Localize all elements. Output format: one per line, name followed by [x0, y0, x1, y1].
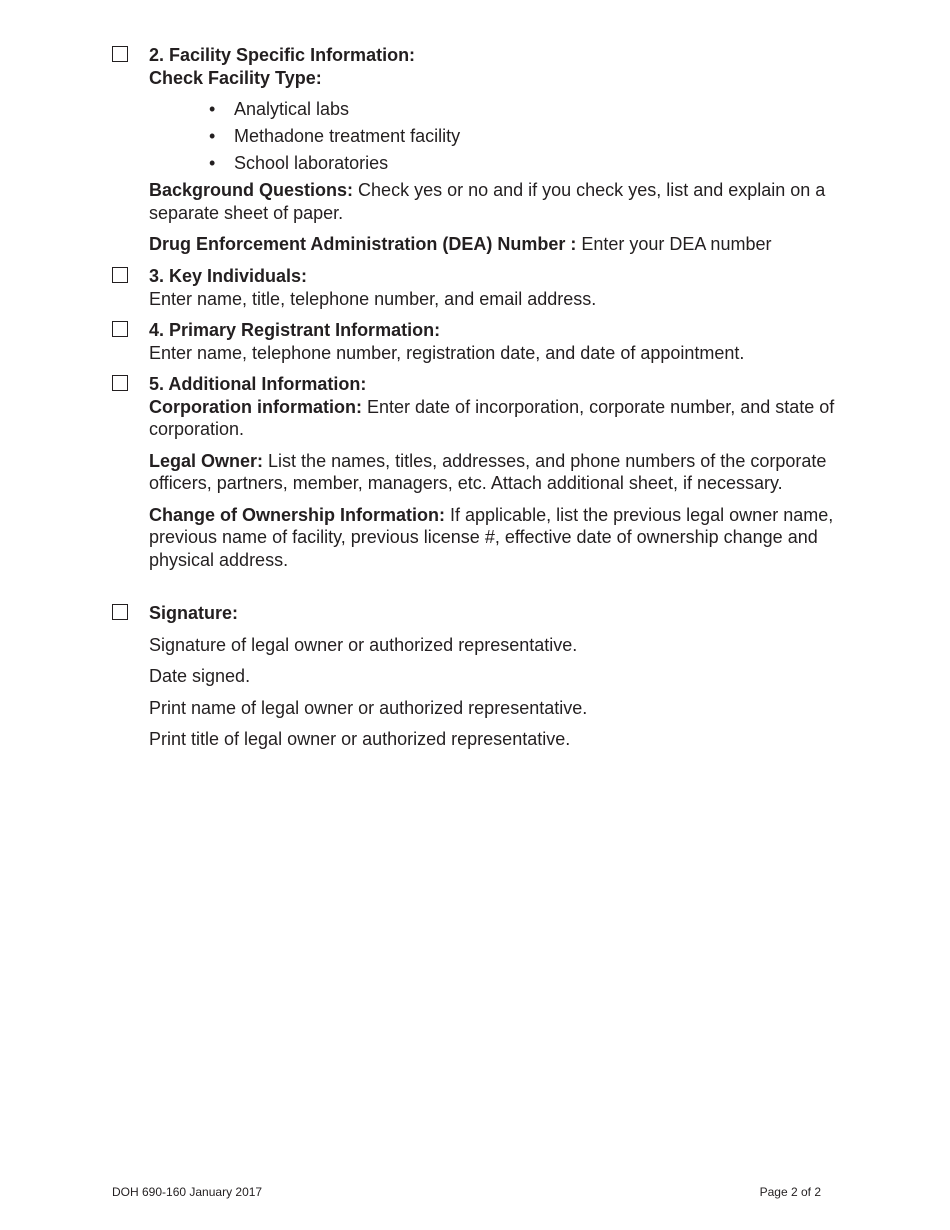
- signature-checkbox[interactable]: [112, 604, 128, 620]
- section-2-subtitle: Check Facility Type:: [149, 67, 322, 88]
- section-5-title: 5. Additional Information:: [149, 374, 367, 394]
- print-title-line: Print title of legal owner or authorized representative.: [149, 729, 571, 749]
- background-questions: Background Questions: Check yes or no and if you check yes, list and explain on a separate sheet of paper.: [149, 180, 826, 223]
- dea-number: Drug Enforcement Administration (DEA) Number : Enter your DEA number: [149, 234, 772, 254]
- section-2-title: 2. Facility Specific Information:: [149, 45, 416, 65]
- list-item: • Methadone treatment facility: [209, 126, 461, 146]
- footer-page-number: Page 2 of 2: [759, 1185, 821, 1199]
- section-4-checkbox[interactable]: [112, 321, 128, 337]
- section-5-checkbox[interactable]: [112, 375, 128, 391]
- section-4-text: Enter name, telephone number, registration date, and date of appointment.: [149, 342, 745, 363]
- list-item: • Analytical labs: [209, 99, 350, 119]
- list-item: • School laboratories: [209, 153, 389, 173]
- section-3-title: 3. Key Individuals:: [149, 266, 308, 286]
- corporation-info: Corporation information: Enter date of incorporation, corporate number, and state of corporation.: [149, 396, 835, 439]
- signature-title: Signature:: [149, 603, 239, 623]
- section-2-checkbox[interactable]: [112, 46, 128, 62]
- facility-type-list: [149, 98, 849, 175]
- legal-owner: Legal Owner: List the names, titles, addresses, and phone numbers of the corporate officers, partners, member, managers, etc. Attach additional sheet, if necessary.: [149, 450, 827, 493]
- section-4-title: 4. Primary Registrant Information:: [149, 320, 441, 340]
- section-3-checkbox[interactable]: [112, 267, 128, 283]
- change-of-ownership: Change of Ownership Information: If applicable, list the previous legal owner name, previous name of facility, previous license #, effective date of ownership change and physical address.: [149, 504, 834, 570]
- footer-form-id: DOH 690-160 January 2017: [112, 1185, 263, 1199]
- section-3-text: Enter name, title, telephone number, and email address.: [149, 288, 597, 309]
- signature-line: Signature of legal owner or authorized representative.: [149, 634, 578, 655]
- date-signed-line: Date signed.: [149, 666, 251, 686]
- print-name-line: Print name of legal owner or authorized representative.: [149, 697, 588, 718]
